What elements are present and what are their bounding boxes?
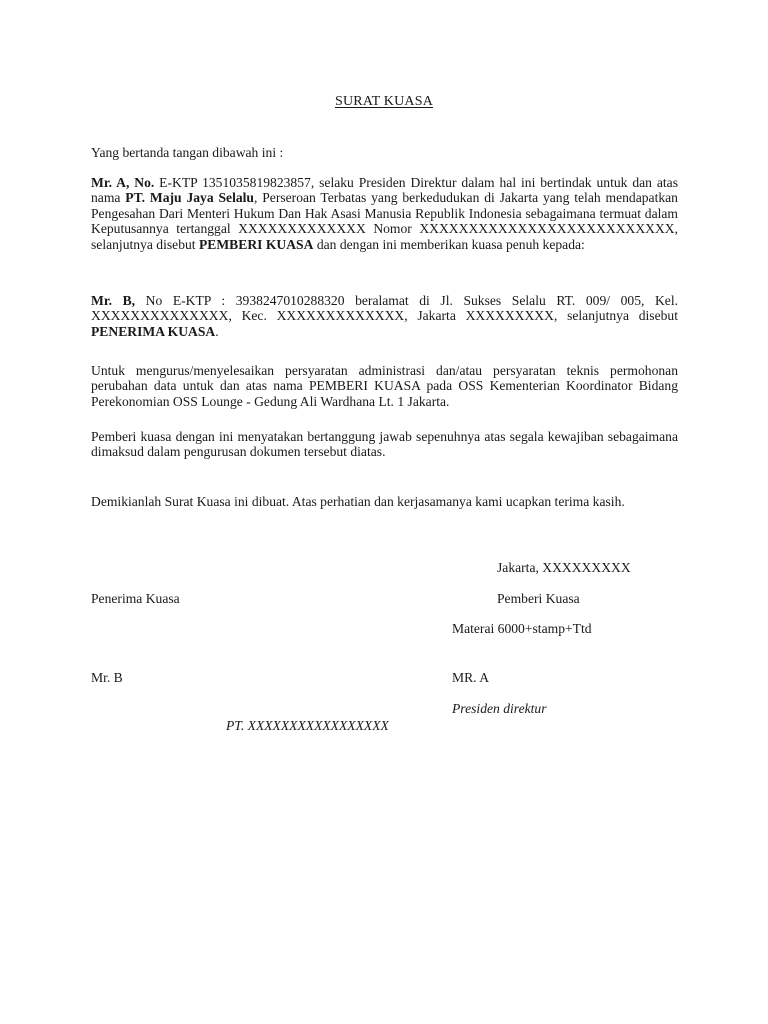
- place-date: Jakarta, XXXXXXXXX: [497, 560, 631, 575]
- giver-position: Presiden direktur: [452, 701, 547, 716]
- purpose-paragraph: Untuk mengurus/menyelesaikan persyaratan administrasi dan/atau persyaratan teknis permohonan perubahan data untuk dan atas nama PEMBERI KUASA pada OSS Kementerian Koordinator Bidang Perekonomian OSS Lounge - Gedung Ali Wardhana Lt. 1 Jakarta.: [91, 363, 678, 409]
- materai-note: Materai 6000+stamp+Ttd: [452, 621, 592, 636]
- receiver-label: Penerima Kuasa: [91, 591, 180, 606]
- closing-paragraph: Demikianlah Surat Kuasa ini dibuat. Atas perhatian dan kerjasamanya kami ucapkan terima kasih.: [91, 494, 625, 509]
- grantor-name: Mr. A, No.: [91, 175, 155, 190]
- company-name: PT. XXXXXXXXXXXXXXXXX: [226, 718, 389, 733]
- receiver-name: Mr. B: [91, 670, 123, 685]
- grantee-name: Mr. B,: [91, 293, 136, 308]
- grantee-paragraph: Mr. B, No E-KTP : 3938247010288320 beralamat di Jl. Sukses Selalu RT. 009/ 005, Kel. XXXXXXXXXXXXXX, Kec. XXXXXXXXXXXXX, Jakarta XXXXXXXXX, selanjutnya disebut PENERIMA KUASA.: [91, 293, 678, 339]
- responsibility-paragraph: Pemberi kuasa dengan ini menyatakan bertanggung jawab sepenuhnya atas segala kewajiban sebagaimana dimaksud dalam pengurusan dokumen tersebut diatas.: [91, 429, 678, 460]
- giver-label: Pemberi Kuasa: [497, 591, 580, 606]
- grantor-paragraph: Mr. A, No. E-KTP 1351035819823857, selaku Presiden Direktur dalam hal ini bertindak untuk dan atas nama PT. Maju Jaya Selalu, Perseroan Terbatas yang berkedudukan di Jakarta yang telah mendapatkan Pengesahan Dari Menteri Hukum Dan Hak Asasi Manusia Republik Indonesia sebagaimana termuat dalam Keputusannya tertanggal XXXXXXXXXXXXX Nomor XXXXXXXXXXXXXXXXXXXXXXXXXX, selanjutnya disebut PEMBERI KUASA dan dengan ini memberikan kuasa penuh kepada:: [91, 175, 678, 252]
- intro-paragraph: Yang bertanda tangan dibawah ini :: [91, 145, 284, 160]
- giver-name: MR. A: [452, 670, 490, 685]
- grantor-company: PT. Maju Jaya Selalu: [125, 190, 254, 206]
- grantee-role: PENERIMA KUASA: [91, 323, 216, 339]
- grantor-role: PEMBERI KUASA: [198, 236, 314, 252]
- document-title: SURAT KUASA: [334, 94, 434, 109]
